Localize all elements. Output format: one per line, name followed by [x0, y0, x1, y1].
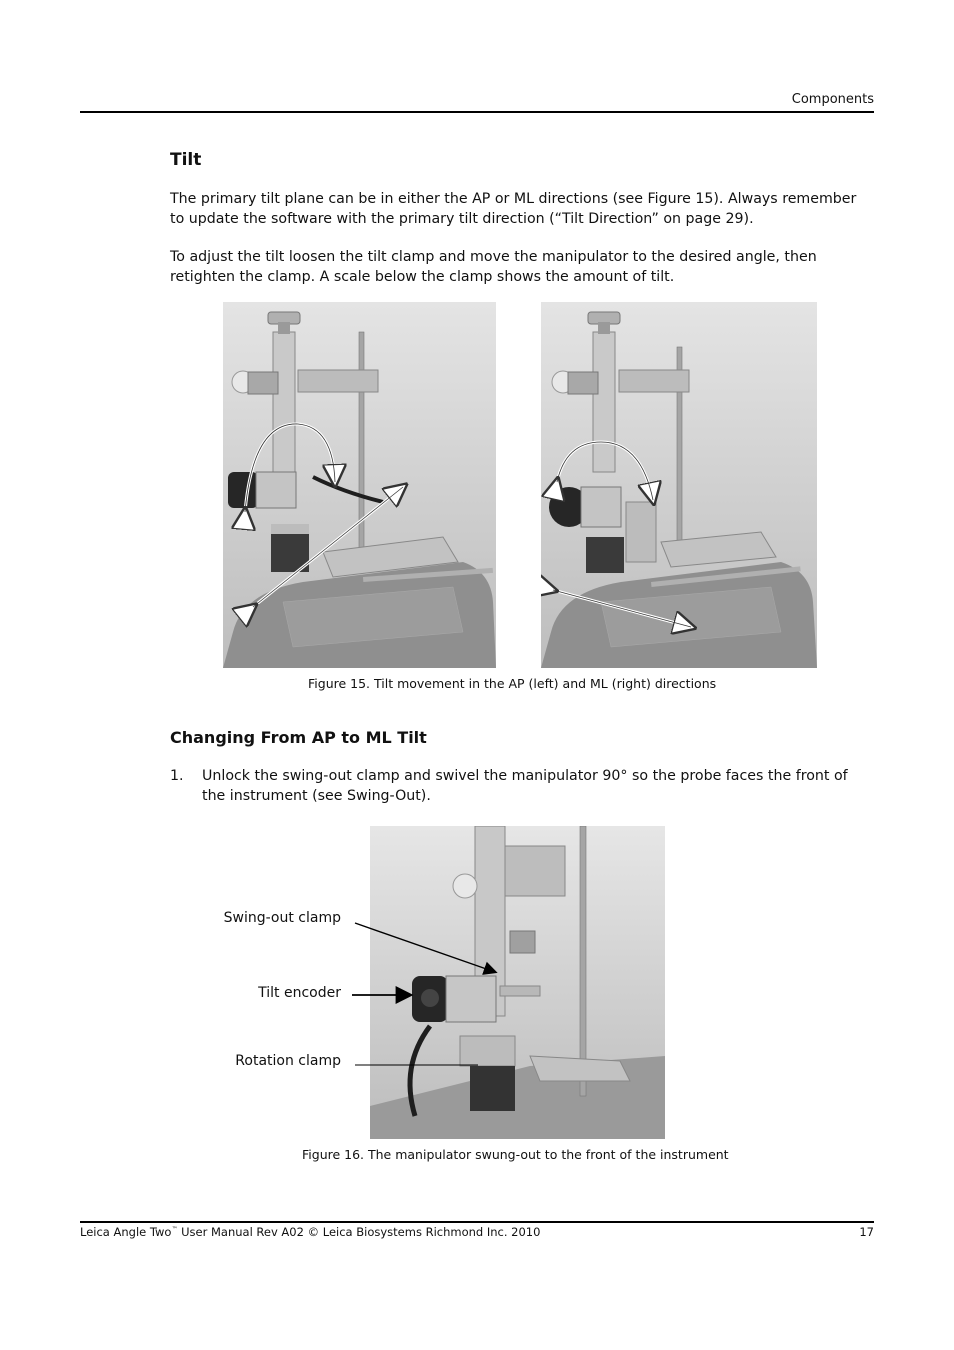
callout-rotation-clamp: Rotation clamp — [235, 1053, 341, 1069]
footer-rule — [80, 1221, 874, 1223]
tilt-paragraph-1: The primary tilt plane can be in either the AP or ML directions (see Figure 15). Always remember to update the software with the primary tilt direction (“Tilt Direction” on page 29). — [170, 191, 857, 227]
footer-product: Leica Angle Two — [80, 1225, 172, 1239]
page-number: 17 — [859, 1225, 874, 1239]
footer-rest: User Manual Rev A02 © Leica Biosystems Richmond Inc. 2010 — [177, 1225, 541, 1239]
leader-swing-out — [355, 923, 495, 972]
step-number: 1. — [170, 768, 184, 784]
callout-tilt-encoder: Tilt encoder — [258, 985, 341, 1001]
footer-tm: ™ — [171, 1226, 178, 1234]
step-text: Unlock the swing-out clamp and swivel the manipulator 90° so the probe faces the front of the instrument (see Swing-Out). — [202, 768, 848, 804]
figure-16-caption: Figure 16. The manipulator swung-out to the front of the instrument — [302, 1147, 729, 1162]
footer-left — [80, 1225, 540, 1239]
tilt-paragraph-2: To adjust the tilt loosen the tilt clamp and move the manipulator to the desired angle, then retighten the clamp. A scale below the clamp shows the amount of tilt. — [170, 249, 817, 285]
callout-swing-out-clamp: Swing-out clamp — [223, 910, 341, 926]
changing-heading: Changing From AP to ML Tilt — [170, 728, 427, 747]
tilt-heading: Tilt — [170, 150, 202, 170]
figure-15-caption: Figure 15. Tilt movement in the AP (left) and ML (right) directions — [308, 676, 717, 691]
running-header: Components — [791, 92, 874, 107]
